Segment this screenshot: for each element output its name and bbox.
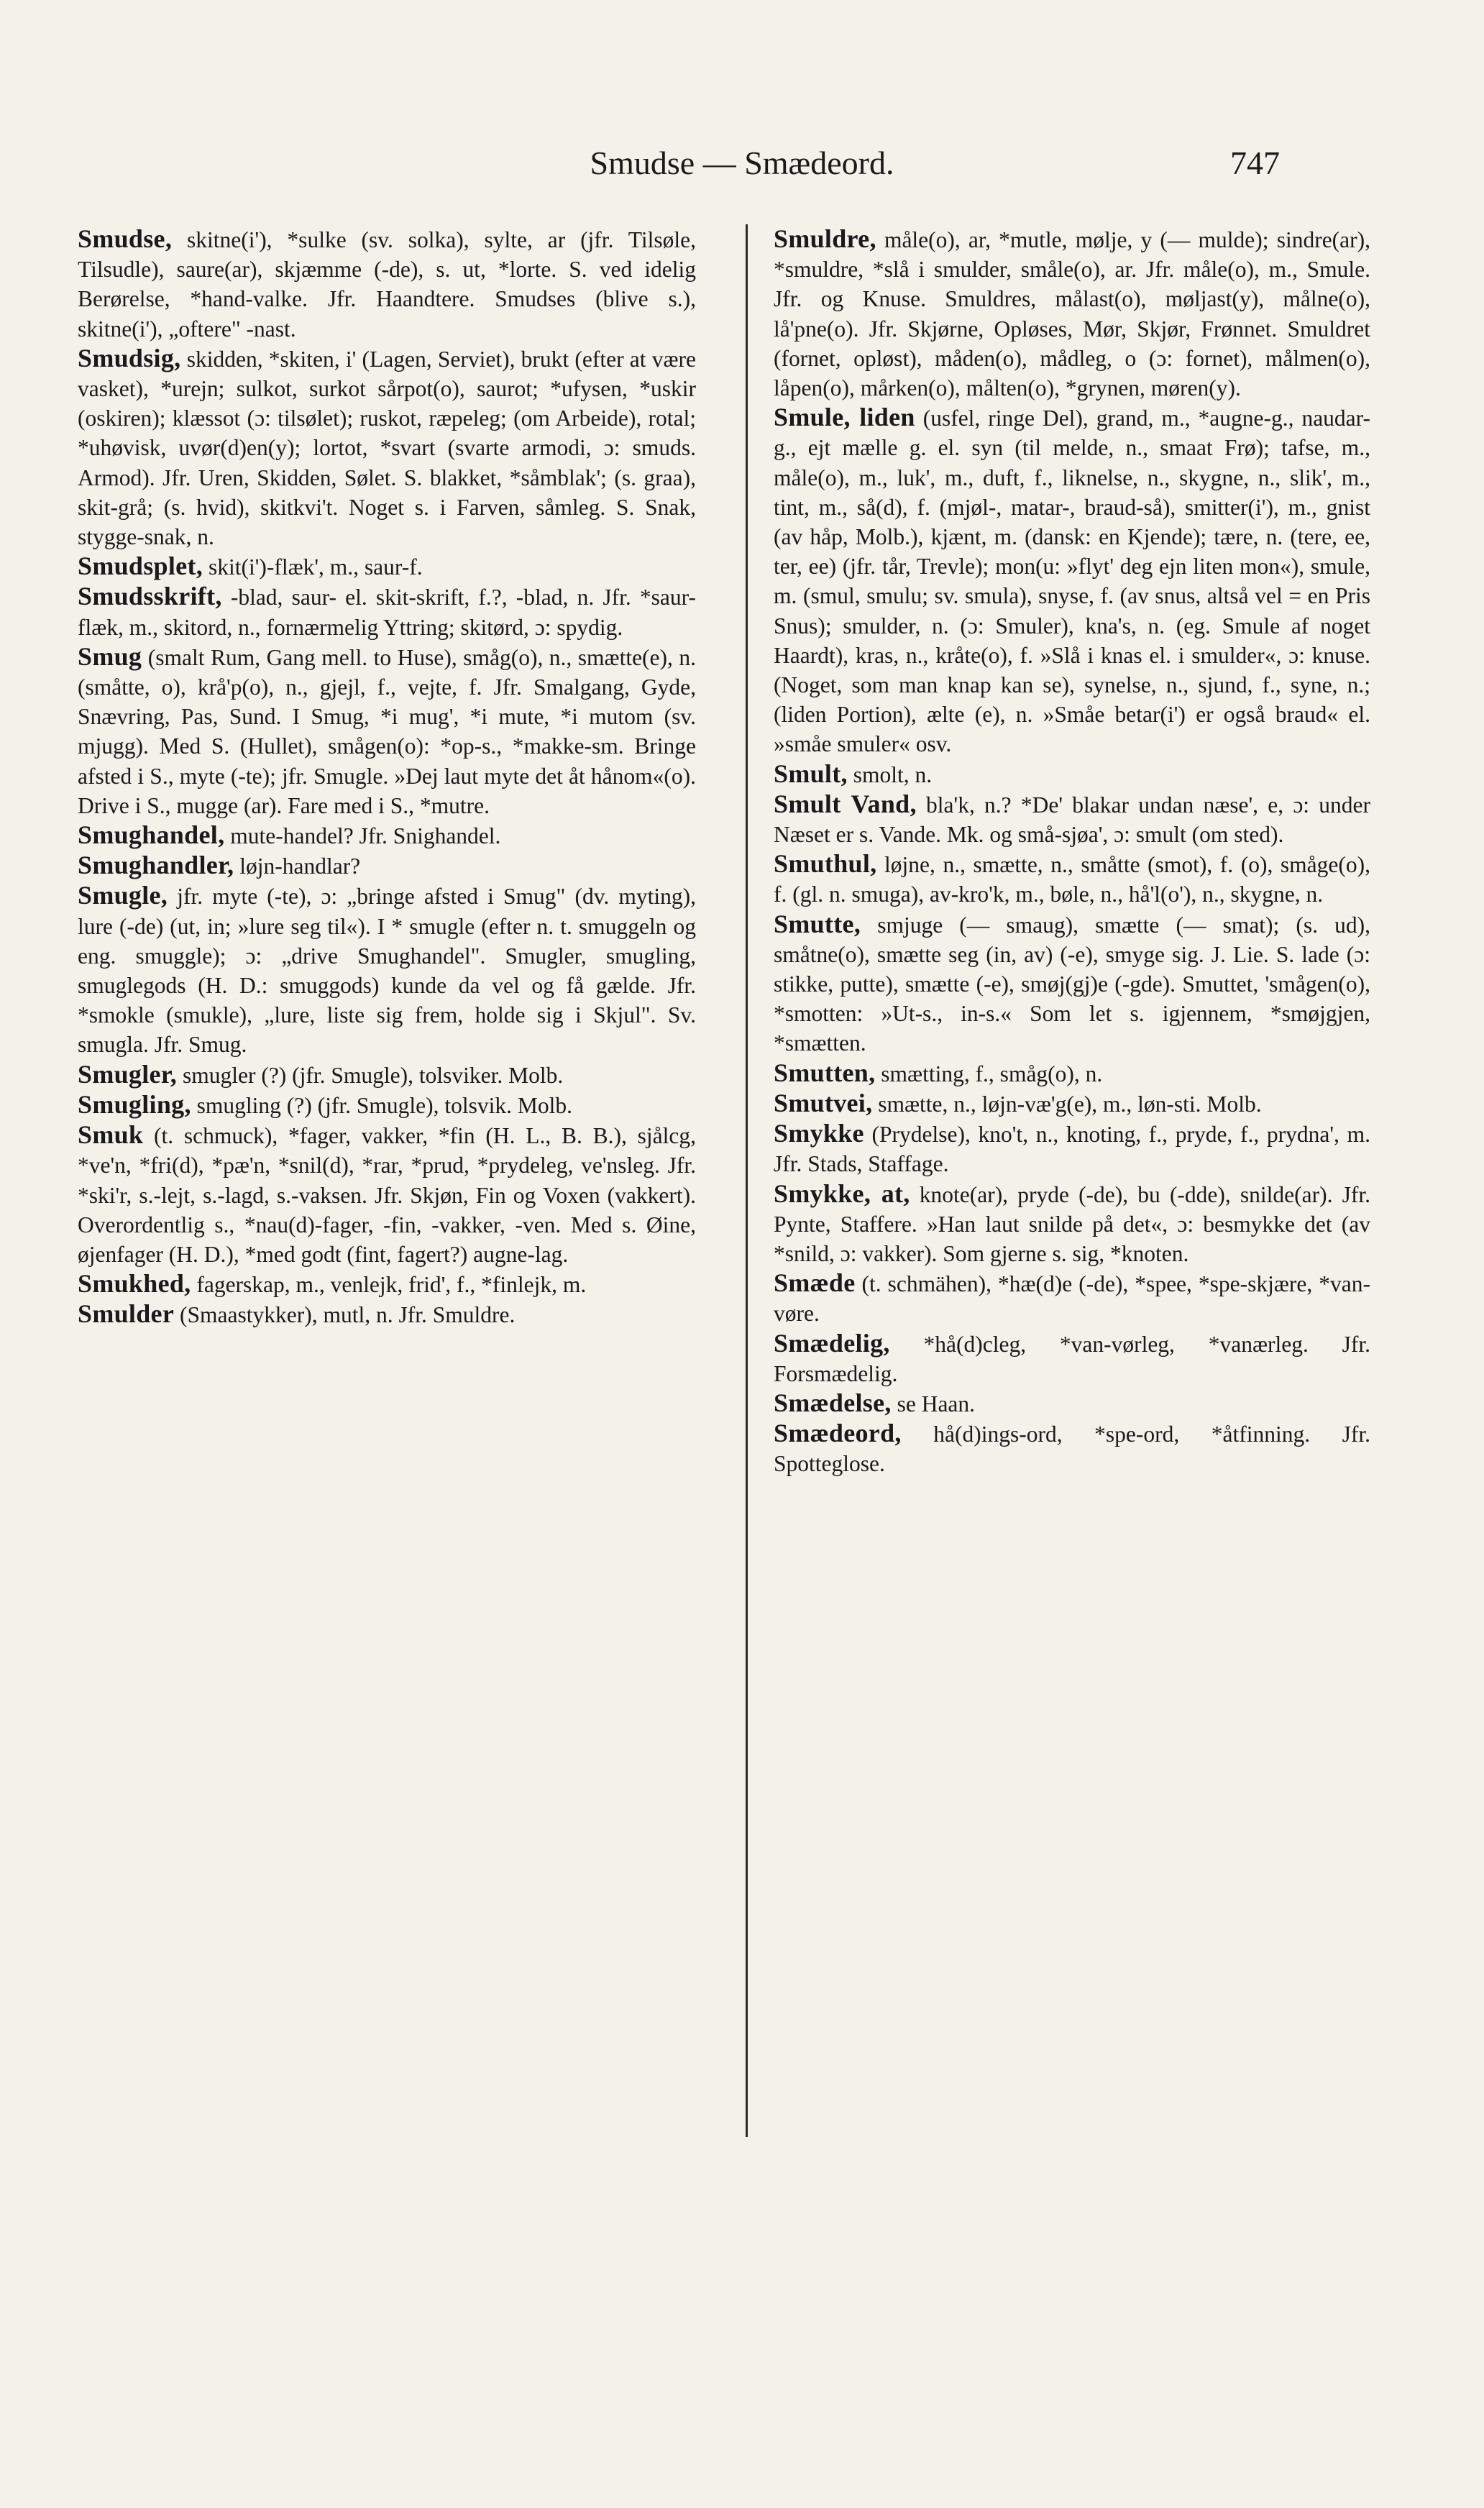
entry-definition: smætte, n., løjn-væ'g(e), m., løn-sti. Molb.	[878, 1091, 1262, 1117]
entry-definition: bla'k, n.? *De' blakar undan næse', e, ɔ: under Næset er s. Vande. Mk. og små-sjøa', ɔ: smult (om sted).	[774, 792, 1371, 848]
dictionary-entry	[78, 1060, 696, 1090]
entry-headword: Smædelig,	[774, 1328, 890, 1358]
dictionary-entry	[774, 1419, 1370, 1478]
dictionary-entry	[78, 552, 696, 582]
entry-headword: Smædeord,	[774, 1419, 902, 1448]
entry-definition: mute-handel? Jfr. Snighandel.	[230, 823, 501, 849]
dictionary-entry	[78, 820, 696, 851]
entry-headword: Smughandler,	[78, 851, 234, 880]
entry-headword: Smutvei,	[774, 1088, 873, 1117]
dictionary-entry	[78, 582, 696, 641]
entry-headword: Smykke	[774, 1119, 864, 1148]
entry-definition: (smalt Rum, Gang mell. to Huse), småg(o), n., smætte(e), n. (småtte, o), krå'p(o), n., gjejl, f., vejte, f. Jfr. Smalgang, Gyde, Snævring, Pas, Sund. I Smug, *i mug', *i mute, *i mutom (sv. mjugg). Med S. (Hullet), smågen(o): *op-s., *makke-sm. Bringe afsted i S., myte (-te); jfr. Smugle. »Dej laut myte det åt hånom«(o). Drive i S., mugge (ar). Fare med i S., *mutre.	[78, 644, 697, 818]
dictionary-entry	[78, 1269, 696, 1299]
entry-definition: fagerskap, m., venlejk, frid', f., *finlejk, m.	[196, 1272, 587, 1298]
dictionary-entry	[774, 1089, 1370, 1119]
entry-headword: Smutten,	[774, 1058, 876, 1087]
dictionary-entry	[78, 851, 696, 881]
entry-headword: Smukhed,	[78, 1269, 191, 1299]
dictionary-entry	[774, 1119, 1370, 1179]
entry-definition: smjuge (— smaug), smætte (— smat); (s. ud), småtne(o), smætte seg (in, av) (-e), smyge sig. J. Lie. S. lade (ɔ: stikke, putte), smætte (-e), smøj(gj)e (-gde). Smuttet, 'smågen(o), *smotten: »Ut-s., in-s.« Som let s. igjennem, *smøjgjen, *smætten.	[774, 912, 1370, 1056]
entry-definition: (t. schmähen), *hæ(d)e (-de), *spee, *spe-skjære, *van-vøre.	[774, 1271, 1370, 1327]
dictionary-entry	[774, 759, 1370, 790]
dictionary-entry	[774, 910, 1370, 1058]
entry-headword: Smug	[78, 641, 142, 671]
entry-definition: (t. schmuck), *fager, vakker, *fin (H. L., B. B.), sjålcg, *ve'n, *fri(d), *pæ'n, *snil(d), *rar, *prud, *prydeleg, ve'nsleg. Jfr. *ski'r, s.-lejt, s.-lagd, s.-vaksen. Jfr. Skjøn, Fin og Voxen (vakkert). Overordentlig s., *nau(d)-fager, -fin, -vakker, -ven. Med s. Øine, øjenfager (H. D.), *med godt (fint, fagert?) augne-lag.	[78, 1123, 697, 1267]
dictionary-entry	[774, 1179, 1370, 1269]
entry-headword: Smutte,	[774, 909, 861, 938]
entry-headword: Smugle,	[78, 881, 168, 910]
entry-headword: Smuthul,	[774, 849, 877, 879]
dictionary-entry	[774, 1058, 1370, 1089]
entry-headword: Smult Vand,	[774, 789, 917, 818]
entry-definition: skit(i')-flæk', m., saur-f.	[208, 554, 423, 580]
dictionary-entry	[774, 790, 1370, 849]
entry-definition: smugler (?) (jfr. Smugle), tolsviker. Molb.	[182, 1062, 564, 1088]
entry-definition: hå(d)ings-ord, *spe-ord, *åtfinning. Jfr. Spotteglose.	[774, 1422, 1370, 1477]
entry-definition: *hå(d)cleg, *van-vørleg, *vanærleg. Jfr. Forsmædelig.	[774, 1331, 1370, 1386]
entry-definition: -blad, saur- el. skit-skrift, f.?, -blad, n. Jfr. *saur-flæk, m., skitord, n., fornærmelig Yttring; skitørd, ɔ: spydig.	[78, 585, 696, 640]
entry-headword: Smudse,	[78, 224, 173, 253]
entry-headword: Smugler,	[78, 1059, 178, 1089]
entry-headword: Smuldre,	[774, 224, 876, 253]
entry-headword: Smæde	[774, 1268, 856, 1298]
entry-definition: smolt, n.	[853, 761, 933, 787]
entry-definition: løjn-handlar?	[239, 853, 361, 879]
entry-definition: smætting, f., småg(o), n.	[881, 1061, 1103, 1086]
left-column	[78, 224, 696, 1330]
dictionary-entry	[78, 1299, 696, 1329]
dictionary-entry	[774, 403, 1370, 759]
page-title: Smudse — Smædeord.	[590, 145, 894, 181]
dictionary-entry	[78, 344, 696, 552]
entry-headword: Smult,	[774, 759, 848, 788]
entry-headword: Smuk	[78, 1120, 144, 1150]
entry-headword: Smudsskrift,	[78, 582, 222, 611]
entry-headword: Smudsplet,	[78, 552, 203, 581]
entry-headword: Smykke, at,	[774, 1179, 910, 1208]
entry-definition: smugling (?) (jfr. Smugle), tolsvik. Molb.	[196, 1092, 572, 1118]
entry-definition: (Smaastykker), mutl, n. Jfr. Smuldre.	[180, 1302, 516, 1328]
entry-headword: Smughandel,	[78, 820, 225, 850]
dictionary-entry	[774, 1329, 1370, 1388]
entry-definition: skitne(i'), *sulke (sv. solka), sylte, ar (jfr. Tilsøle, Tilsudle), saure(ar), skjæmme (-de), s. ut, *lorte. S. ved idelig Berørelse, *hand-valke. Jfr. Haandtere. Smudses (blive s.), skitne(i'), „oftere" -nast.	[78, 227, 696, 342]
entry-definition: se Haan.	[897, 1391, 976, 1417]
dictionary-entry	[78, 224, 696, 344]
dictionary-entry	[774, 1388, 1370, 1419]
entry-definition: måle(o), ar, *mutle, mølje, y (— mulde); sindre(ar), *smuldre, *slå i smulder, småle(o), ar. Jfr. måle(o), m., Smule. Jfr. og Knuse. Smuldres, målast(o), møljast(y), målne(o), lå'pne(o). Jfr. Skjørne, Opløses, Mør, Skjør, Frønnet. Smuldret (fornet, opløst), måden(o), mådleg, o (ɔ: fornet), målmen(o), låpen(o), mårken(o), målten(o), *grynen, møren(y).	[774, 227, 1370, 401]
running-head	[0, 144, 1484, 194]
dictionary-entry	[774, 849, 1370, 909]
dictionary-entry	[774, 1268, 1370, 1328]
entry-headword: Smulder	[78, 1299, 175, 1329]
right-column	[774, 224, 1370, 1479]
entry-headword: Smugling,	[78, 1089, 191, 1119]
dictionary-entry	[774, 224, 1370, 403]
page-number: 747	[1230, 145, 1280, 181]
entry-definition: (usfel, ringe Del), grand, m., *augne-g., naudar-g., ejt mælle g. el. syn (til melde, n., smaat Frø); tafse, m., måle(o), m., luk', m., duft, f., liknelse, n., skygne, n., slik', m., tint, m., så(d), f. (mjøl-, matar-, braud-så), smitter(i'), m., gnist (av håp, Molb.), kjænt, m. (dansk: en Kjende); tære, n. (tere, ee, ter, ee) (jfr. tår, Trevle); mon(u: »flyt' deg ejn liten mon«), smule, m. (smul, smulu; sv. smula), snyse, f. (av snus, altså vel = en Pris Snus); smulder, n. (ɔ: Smuler), kna's, n. (eg. Smule af noget Haardt), kras, n., kråte(o), f. »Slå i knas el. i smulder«, ɔ: knuse. (Noget, som man knap kan se), synelse, n., sjund, f., syne, n.; (liden Portion), ælte (e), n. »Småe betar(i') er også braud« el. »småe smuler« osv.	[774, 406, 1371, 757]
entry-definition: jfr. myte (-te), ɔ: „bringe afsted i Smug" (dv. myting), lure (-de) (ut, in; »lure seg til«). I * smugle (efter n. t. smuggeln og eng. smuggle); ɔ: „drive Smughandel". Smugler, smugling, smuglegods (H. D.: smuggods) kunde da vel og få gælde. Jfr. *smokle (smukle), „lure, liste sig frem, holde sig i Skjul". Sv. smugla. Jfr. Smug.	[78, 884, 697, 1058]
dictionary-entry	[78, 1120, 696, 1269]
dictionary-entry	[78, 881, 696, 1059]
dictionary-entry	[78, 1090, 696, 1120]
entry-definition: løjne, n., smætte, n., småtte (smot), f. (o), småge(o), f. (gl. n. smuga), av-kro'k, m., bøle, n., hå'l(o'), n., skygne, n.	[774, 852, 1370, 907]
entry-headword: Smudsig,	[78, 343, 181, 372]
entry-definition: (Prydelse), kno't, n., knoting, f., pryde, f., prydna', m. Jfr. Stads, Staffage.	[774, 1122, 1370, 1177]
dictionary-entry	[78, 642, 696, 820]
entry-headword: Smule, liden	[774, 403, 915, 432]
entry-definition: skidden, *skiten, i' (Lagen, Serviet), brukt (efter at være vasket), *urejn; sulkot, surkot sårpot(o), saurot; *ufysen, *uskir (oskiren); klæssot (ɔ: tilsølet); ruskot, ræpeleg; (om Arbeide), rotal; *uhøvisk, uvør(d)en(y); lortot, *svart (svarte armodi, ɔ: smuds. Armod). Jfr. Uren, Skidden, Sølet. S. blakket, *såmblak'; (s. graa), skit-grå; (s. hvid), skitkvi't. Noget s. i Farven, såmleg. S. Snak, stygge-snak, n.	[78, 346, 696, 550]
entry-headword: Smædelse,	[774, 1388, 892, 1417]
column-divider	[746, 224, 748, 2137]
entry-definition: knote(ar), pryde (-de), bu (-dde), snilde(ar). Jfr. Pynte, Staffere. »Han laut snilde på det«, ɔ: besmykke det (av *snild, ɔ: vakker). Som gjerne s. sig, *knoten.	[774, 1181, 1371, 1266]
